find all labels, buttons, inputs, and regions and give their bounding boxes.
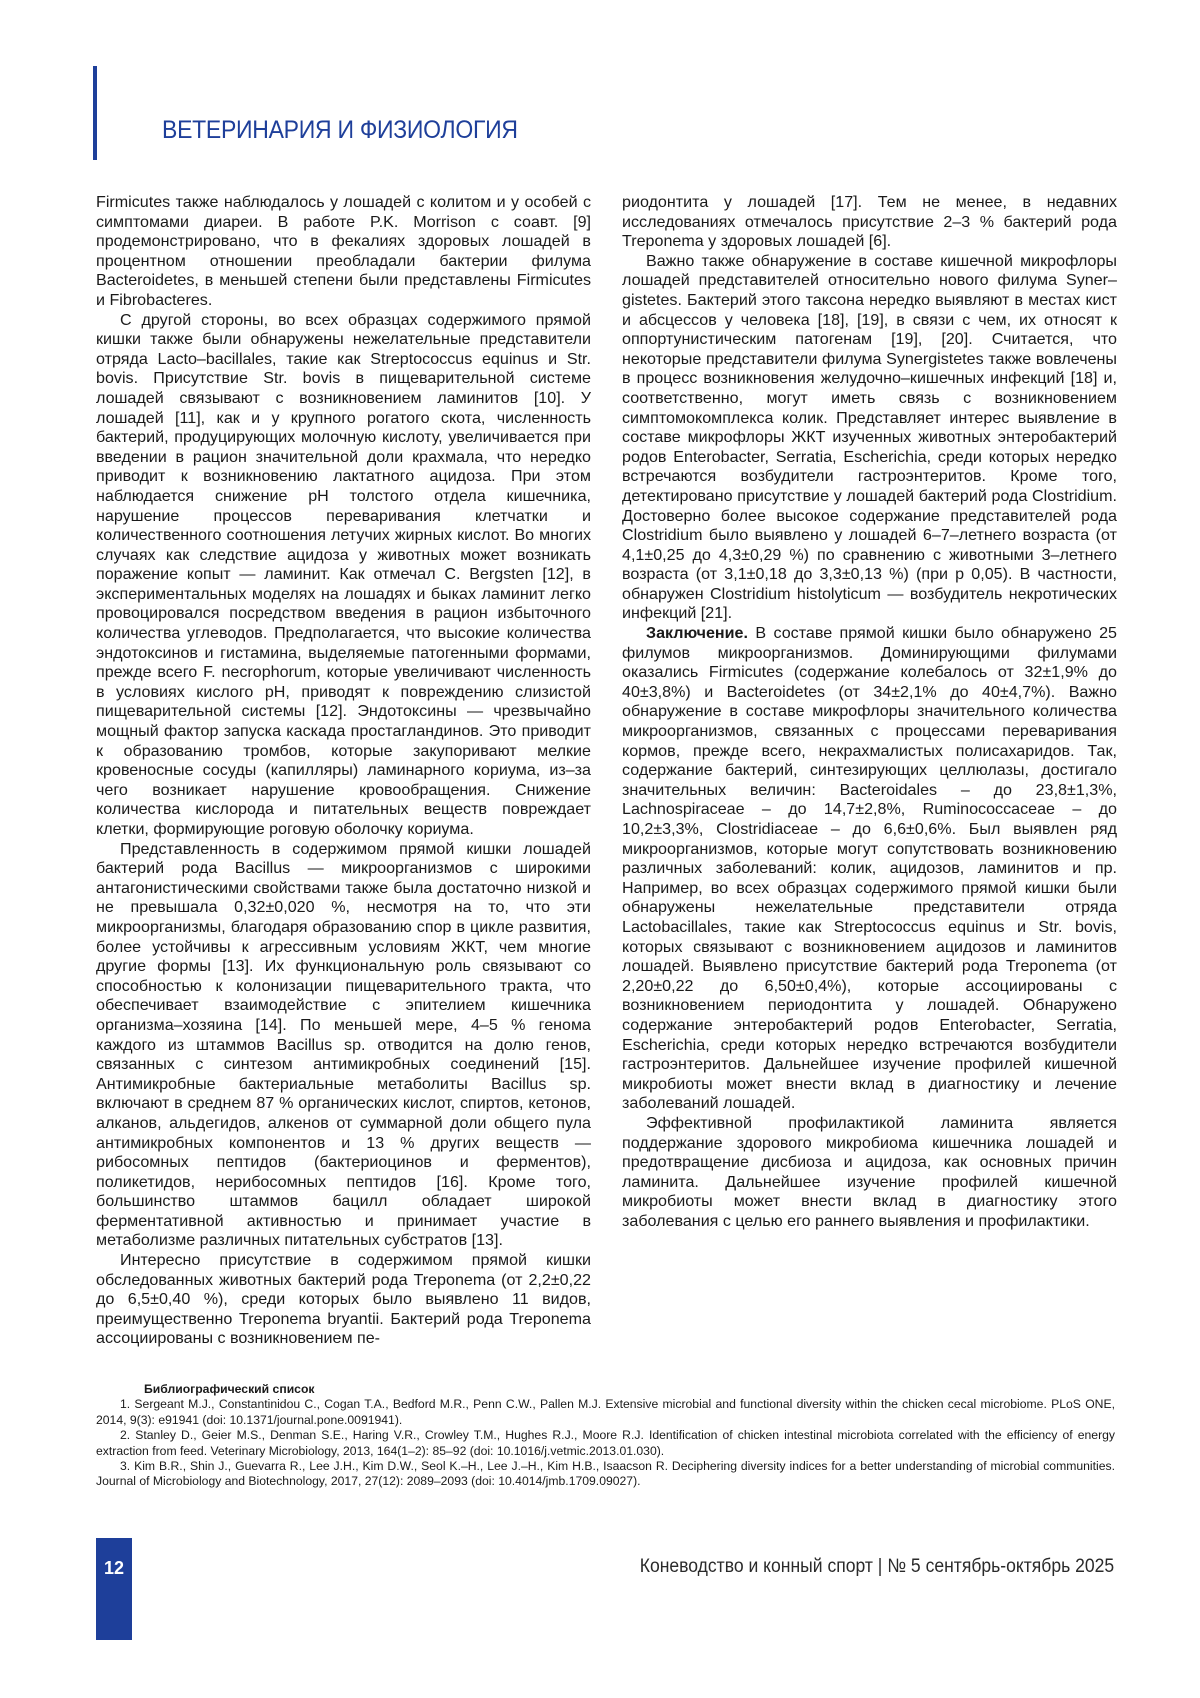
paragraph: Firmicutes также наблюдалось у лошадей с колитом и у особей с симптомами диареи. В работе P.K. Morrison с соавт. [9] продемонстрировано, что в фекалиях здоровых лошадей в процентном отношении преобладали бактерии филума Bacteroidetes, в меньшей степени были представлены Firmicutes и Fibrobacteres. [96, 193, 591, 309]
left-column [96, 193, 591, 1349]
section-title: ВЕТЕРИНАРИЯ И ФИЗИОЛОГИЯ [162, 116, 518, 144]
paragraph: Интересно присутствие в содержимом прямой кишки обследованных животных бактерий рода Treponema (от 2,2±0,22 до 6,5±0,40 %), среди которых было выявлено 11 видов, преимущественно Treponema bryantii. Бактерий рода Treponema ассоциированы с возникновением пе- [96, 1251, 591, 1348]
bibliography [96, 1382, 1115, 1490]
bibliography-item: 3. Kim B.R., Shin J., Guevarra R., Lee J.H., Kim D.W., Seol K.–H., Lee J.–H., Kim H.B., Isaacson R. Deciphering diversity indices for a better understanding of microbial communities. Journal of Microbiology and Biotechnology, 2017, 27(12): 2089–2093 (doi: 10.4014/jmb.1709.09027). [96, 1459, 1115, 1489]
journal-footer: Коневодство и конный спорт | № 5 сентябрь-октябрь 2025 [639, 1555, 1114, 1577]
paragraph: Представленность в содержимом прямой кишки лошадей бактерий рода Bacillus — микроорганизмов с широкими антагонистическими свойствами также была достаточно низкой и не превышала 0,32±0,020 %, несмотря на то, что эти микроорганизмы, благодаря образованию спор в цикле развития, более устойчивы к агрессивным условиям ЖКТ, чем многие другие формы [13]. Их функциональную роль связывают со способностью к колонизации пищеварительного тракта, что обеспечивает взаимодействие с эпителием кишечника организма–хозяина [14]. По меньшей мере, 4–5 % генома каждого из штаммов Bacillus sp. отводится на долю генов, связанных с синтезом антимикробных соединений [15]. Антимикробные бактериальные метаболиты Bacillus sp. включают в среднем 87 % органических кислот, спиртов, кетонов, алканов, альдегидов, алкенов от суммарной доли общего пула антимикробных компонентов и 13 % других веществ — рибосомных пептидов (бактериоцинов и ферментов), поликетидов, нерибосомных пептидов [16]. Кроме того, большинство штаммов бацилл обладает широкой ферментативной активностью и принимает участие в метаболизме различных питательных субстратов [13]. [96, 839, 591, 1250]
paragraph: С другой стороны, во всех образцах содержимого прямой кишки также были обнаружены нежелательные представители отряда Lacto–bacillales, такие как Streptococcus equinus и Str. bovis. Присутствие Str. bovis в пищеварительной системе лошадей связывают с возникновением ламинитов [10]. У лошадей [11], как и у крупного рогатого скота, численность бактерий, продуцирующих молочную кислоту, увеличивается при введении в рацион значительной доли крахмала, что нередко приводит к возникновению лактатного ацидоза. При этом наблюдается снижение pH толстого отдела кишечника, нарушение процессов переваривания клетчатки и количественного соотношения летучих жирных кислот. Во многих случаях как следствие ацидоза у животных может возникать поражение копыт — ламинит. Как отмечал C. Bergsten [12], в экспериментальных моделях на лошадях и быках ламинит легко провоцировался посредством введения в рацион избыточного количества углеводов. Предполагается, что высокие количества эндотоксинов и гистамина, выделяемые патогенными формами, прежде всего F. necrophorum, которые увеличивают численность в условиях кислого pH, приводят к повреждению слизистой пищеварительной системы [12]. Эндотоксины — чрезвычайно мощный фактор запуска каскада простагландинов. Это приводит к образованию тромбов, которые закупоривают мелкие кровеносные сосуды (капилляры) ламинарного кориума, из–за чего возникает нарушение кровообращения. Снижение количества кислорода и питательных веществ повреждает клетки, формирующие роговую оболочку кориума. [96, 310, 591, 838]
page-number-box [96, 1538, 132, 1640]
conclusion-text: В составе прямой кишки было обнаружено 25 филумов микроорганизмов. Доминирующими филумами оказались Firmicutes (содержание колебалось от 32±1,9% до 40±3,8%) и Bacteroidetes (от 34±2,1% до 40±4,7%). Важно обнаружение в составе микрофлоры значительного количества микроорганизмов, связанных с процессами переваривания кормов, прежде всего, некрахмалистых полисахаридов. Так, содержание бактерий, синтезирующих целлюлазы, достигало значительных величин: Bacteroidales – до 23,8±1,3%, Lachnospiraceae – до 14,7±2,8%, Ruminococcaceae – до 10,2±3,3%, Clostridiaceae – до 6,6±0,6%. Был выявлен ряд микроорганизмов, которые могут сопутствовать возникновению различных заболеваний: колик, ацидозов, ламинитов и пр. Например, во всех образцах содержимого прямой кишки были обнаружены нежелательные представители отряда Lactobacillales, такие как Streptococcus equinus и Str. bovis, которых связывают с возникновением ацидозов и ламинитов лошадей. Выявлено присутствие бактерий рода Treponema (от 2,20±0,22 до 6,50±0,4%), которые ассоциированы с возникновением периодонтита у лошадей. Обнаружено содержание энтеробактерий родов Enterobacter, Serratia, Escherichia, среди которых нередко встречаются возбудители гастроэнтеритов. Дальнейшее изучение профилей кишечной микробиоты может внести вклад в диагностику и лечение заболеваний лошадей. [622, 624, 1117, 1113]
bibliography-item: 1. Sergeant M.J., Constantinidou C., Cogan T.A., Bedford M.R., Penn C.W., Pallen M.J. Extensive microbial and functional diversity within the chicken cecal microbiome. PLoS ONE, 2014, 9(3): e91941 (doi: 10.1371/journal.pone.0091941). [96, 1397, 1115, 1427]
paragraph: Важно также обнаружение в составе кишечной микрофлоры лошадей представителей относительно нового филума Syner–gistetes. Бактерий этого таксона нередко выявляют в местах кист и абсцессов у человека [18], [19], в связи с чем, их относят к оппортунистическим патогенам [19], [20]. Считается, что некоторые представители филума Synergistetes также вовлечены в процесс возникновения желудочно–кишечных инфекций [18] и, соответственно, могут иметь связь с возникновением симптомокомплекса колик. Представляет интерес выявление в составе микрофлоры ЖКТ изученных животных энтеробактерий родов Enterobacter, Serratia, Escherichia, среди которых нередко встречаются возбудители гастроэнтеритов. Кроме того, детектировано присутствие у лошадей бактерий рода Clostridium. Достоверно более высокое содержание представителей рода Clostridium было выявлено у лошадей 6–7–летнего возраста (от 4,1±0,25 до 4,3±0,29 %) по сравнению с животными 3–летнего возраста (от 3,1±0,18 до 3,3±0,13 %) (при p 0,05). В частности, обнаружен Clostridium histolyticum — возбудитель некротических инфекций [21]. [622, 251, 1117, 623]
bibliography-item: 2. Stanley D., Geier M.S., Denman S.E., Haring V.R., Crowley T.M., Hughes R.J., Moore R.J. Identification of chicken intestinal microbiota correlated with the efficiency of energy extraction from feed. Veterinary Microbiology, 2013, 164(1–2): 85–92 (doi: 10.1016/j.vetmic.2013.01.030). [96, 1428, 1115, 1458]
bibliography-title: Библиографический список [144, 1382, 315, 1396]
right-column [622, 193, 1117, 1231]
paragraph: риодонтита у лошадей [17]. Тем не менее, в недавних исследованиях отмечалось присутствие 2–3 % бактерий рода Treponema у здоровых лошадей [6]. [622, 193, 1117, 251]
page-number: 12 [103, 1558, 125, 1578]
conclusion-paragraph [622, 624, 1117, 1114]
paragraph: Эффективной профилактикой ламинита является поддержание здорового микробиома кишечника лошадей и предотвращение дисбиоза и ацидоза, как основных причин ламинита. Дальнейшее изучение профилей кишечной микробиоты может внести вклад в диагностику этого заболевания с целью его раннего выявления и профилактики. [622, 1113, 1117, 1230]
header-accent-bar [93, 66, 97, 160]
conclusion-heading: Заключение. [646, 624, 748, 643]
